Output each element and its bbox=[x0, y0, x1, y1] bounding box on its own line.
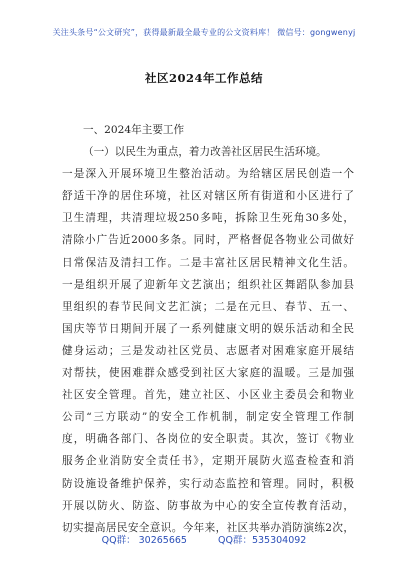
paragraph-line: 度，明确各部门、各岗位的安全职责。其次，签订《物业 bbox=[62, 433, 354, 446]
paragraph-line: 公司“三方联动”的安全工作机制，制定安全管理工作制 bbox=[62, 411, 354, 424]
paragraph-line: 一是组织开展了迎新年文艺演出；组织社区舞蹈队参加县 bbox=[62, 278, 354, 291]
document-title: 社区2024年工作总结 bbox=[144, 71, 263, 85]
paragraph-line: 日常保洁及清扫工作。二是丰富社区居民精神文化生活。 bbox=[62, 256, 354, 269]
footer-qq-group-2: QQ群：535304092 bbox=[218, 535, 307, 546]
paragraph-line: 卫生清理，共清理垃圾250多吨，拆除卫生死角30多处， bbox=[62, 212, 354, 225]
paragraph-line: 服务企业消防安全责任书》，定期开展防火巡查检查和消 bbox=[62, 455, 354, 468]
paragraph-line: 切实提高居民安全意识。今年来，社区共举办消防演练2次， bbox=[62, 521, 354, 534]
document-body bbox=[62, 119, 354, 539]
header-banner: 关注头条号“公文研究”，获得最新最全最专业的公文资料库！ 微信号：gongwenyj bbox=[52, 28, 356, 37]
paragraph-line: 健身运动；三是发动社区党员、志愿者对困难家庭开展结 bbox=[62, 344, 354, 357]
paragraph-line: 开展以防火、防盗、防事故为中心的安全宣传教育活动， bbox=[62, 499, 354, 512]
paragraph-line: 防设施设备维护保养，实行动态监控和管理。同时，积极 bbox=[62, 477, 354, 490]
footer-contacts bbox=[0, 532, 408, 546]
paragraph-line: 清除小广告近2000多条。同时，严格督促各物业公司做好 bbox=[62, 234, 354, 247]
paragraph-line: 国庆等节日期间开展了一系列健康文明的娱乐活动和全民 bbox=[62, 322, 354, 335]
paragraph-line: （一）以民生为重点，着力改善社区居民生活环境。 bbox=[83, 146, 327, 159]
paragraph-line: 社区安全管理。首先，建立社区、小区业主委员会和物业 bbox=[62, 389, 354, 402]
section-heading: 一、2024年主要工作 bbox=[83, 124, 185, 136]
paragraph-line: 里组织的春节民间文艺汇演；二是在元旦、春节、五一、 bbox=[62, 300, 354, 313]
paragraph-line: 舒适干净的居住环境，社区对辖区所有街道和小区进行了 bbox=[62, 190, 354, 203]
footer-qq-group-1: QQ群： 30265665 bbox=[101, 535, 187, 546]
paragraph-line: 对帮扶，使困难群众感受到社区大家庭的温暖。三是加强 bbox=[62, 367, 354, 380]
paragraph-line: 一是深入开展环境卫生整治活动。为给辖区居民创造一个 bbox=[62, 168, 354, 181]
